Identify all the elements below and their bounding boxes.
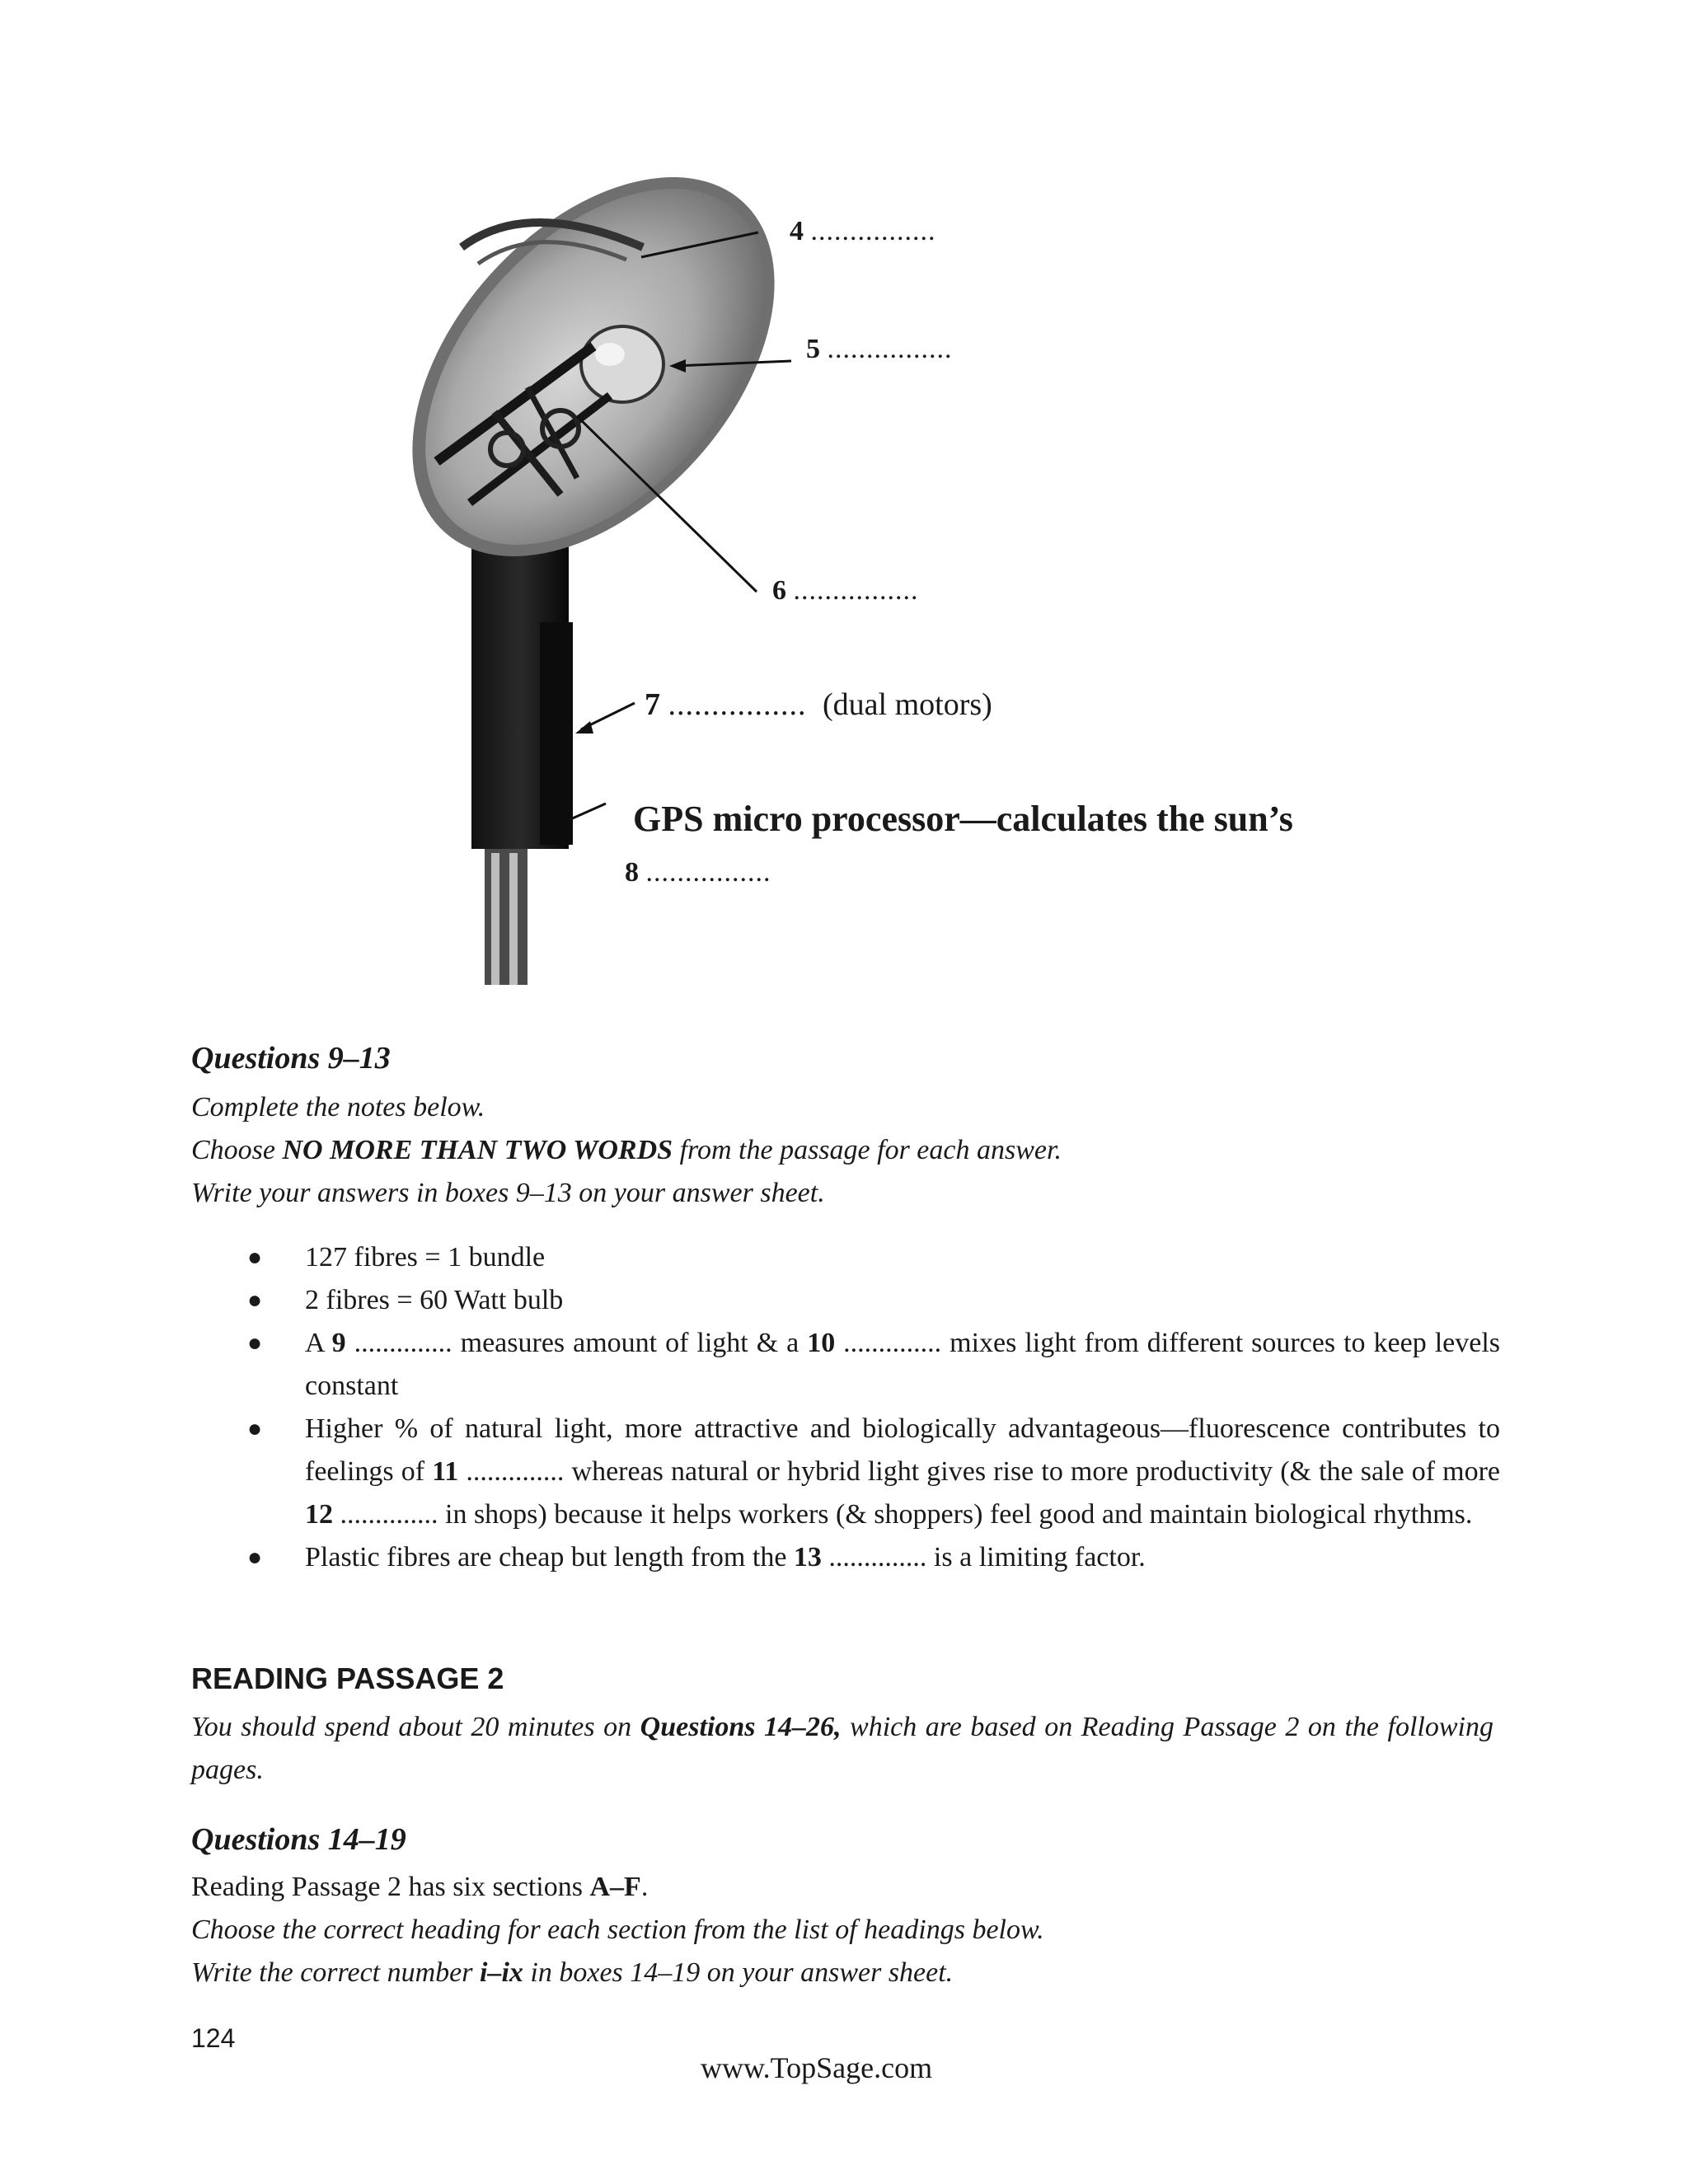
label-8-number: 8 xyxy=(625,857,639,888)
questions-9-13-heading: Questions 9–13 xyxy=(191,1041,391,1076)
instruction-complete-notes: Complete the notes below. xyxy=(191,1092,485,1122)
label-5-number: 5 xyxy=(806,334,820,364)
diagram-label-6 xyxy=(772,575,919,607)
word-limit-emphasis: NO MORE THAN TWO WORDS xyxy=(282,1135,673,1165)
list-item: ● Higher % of natural light, more attractive and biologically advantageous—fluorescence contributes to feelings of 11 .............. whereas natural or hybrid light gives rise to more productivity (& the sale of more 12 .............. in shops) because it helps workers (& shoppers) feel good and maintain biological rhythms. xyxy=(247,1413,1501,1530)
question-number-9: 9 xyxy=(331,1328,346,1358)
diagram-label-4 xyxy=(790,216,936,247)
diagram-label-8 xyxy=(625,857,771,888)
motor-box xyxy=(540,622,573,845)
list-item: ● 127 fibres = 1 bundle xyxy=(247,1242,546,1272)
lower-pipe xyxy=(485,849,528,985)
diagram-label-5 xyxy=(806,334,953,365)
page-number: 124 xyxy=(191,2023,236,2053)
leader-gps xyxy=(569,804,606,820)
diagram-label-gps: GPS micro processor—calculates the sun’s xyxy=(633,799,1293,839)
label-4-blank: ................ xyxy=(810,216,936,246)
label-7-blank: ................ xyxy=(668,687,807,722)
heading-instruction: Choose the correct heading for each section from the list of headings below. xyxy=(191,1915,1044,1945)
question-number-13: 13 xyxy=(793,1542,822,1572)
reading-passage-2-heading: READING PASSAGE 2 xyxy=(191,1661,504,1695)
question-number-10: 10 xyxy=(807,1328,836,1358)
diagram-label-7 xyxy=(645,687,992,723)
list-item: ● A 9 .............. measures amount of light & a 10 .............. mixes light from different sources to keep levels constant xyxy=(247,1328,1500,1401)
label-6-number: 6 xyxy=(772,575,786,606)
list-item: ● 2 fibres = 60 Watt bulb xyxy=(247,1285,564,1315)
label-7-note: (dual motors) xyxy=(823,687,992,722)
instruction-word-limit: Choose NO MORE THAN TWO WORDS from the passage for each answer. xyxy=(191,1135,1062,1165)
label-4-number: 4 xyxy=(790,216,804,246)
numeral-range: i–ix xyxy=(480,1957,523,1988)
passage-2-intro: You should spend about 20 minutes on Questions 14–26, which are based on Reading Passage 2 on the following pages. xyxy=(191,1712,1493,1785)
sections-range: A–F xyxy=(589,1872,641,1902)
label-8-blank: ................ xyxy=(645,857,771,888)
label-6-blank: ................ xyxy=(793,575,919,606)
questions-14-26-emphasis: Questions 14–26, xyxy=(640,1712,842,1742)
answer-instruction: Write the correct number i–ix in boxes 14–19 on your answer sheet. xyxy=(191,1957,954,1988)
label-5-blank: ................ xyxy=(827,334,953,364)
footer-website: www.TopSage.com xyxy=(701,2051,933,2084)
list-item: ● Plastic fibres are cheap but length from the 13 .............. is a limiting factor. xyxy=(247,1542,1146,1572)
questions-14-19-heading: Questions 14–19 xyxy=(191,1822,406,1857)
label-7-number: 7 xyxy=(645,687,660,722)
instruction-answer-boxes: Write your answers in boxes 9–13 on your answer sheet. xyxy=(191,1178,825,1208)
question-number-12: 12 xyxy=(305,1499,333,1530)
question-number-11: 11 xyxy=(432,1456,459,1487)
solar-collector-illustration xyxy=(0,0,1688,1022)
lens-sphere xyxy=(581,326,663,402)
sections-instruction: Reading Passage 2 has six sections A–F. xyxy=(191,1872,649,1902)
notes-list xyxy=(247,1236,1500,1579)
